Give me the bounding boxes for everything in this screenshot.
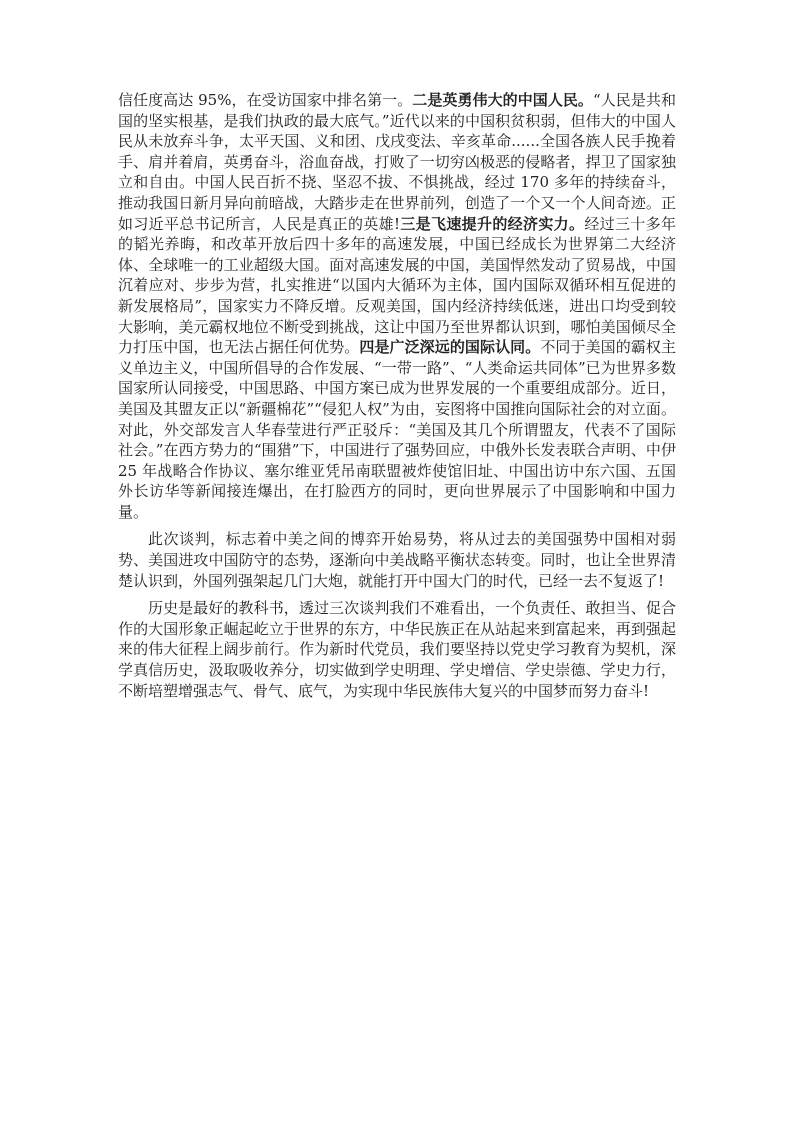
heading-point-4: 四是广泛深远的国际认同。 xyxy=(359,338,541,357)
paragraph-3-text: 历史是最好的教科书，透过三次谈判我们不难看出，一个负责任、敢担当、促合作的大国形象正崛起屹立于世界的东方，中华民族正在从站起来到富起来，再到强起来的伟大征程上阔步前行。作为新时代党员，我们要坚持以党史学习教育为契机，深学真信历史，汲取吸收养分，切实做到学史明理、学史增信、学史崇德、学史力行，不断培塑增强志气、骨气、底气，为实现中华民族伟大复兴的中国梦而努力奋斗! xyxy=(118,599,676,700)
paragraph-1-text: 经过三十多年的韬光养晦，和改革开放后四十多年的高速发展，中国已经成长为世界第二大经济体、全球唯一的工业超级大国。面对高速发展的中国，美国悍然发动了贸易战，中国沉着应对、步步为营，扎实推进“以国内大循环为主体，国内国际双循环相互促进的新发展格局”，国家实力不降反增。反观美国，国内经济持续低迷，进出口均受到较大影响，美元霸权地位不断受到挑战，这让中国乃至世界都认识到，哪怕美国倾尽全力打压中国，也无法占据任何优势。 xyxy=(118,214,676,357)
heading-point-3: 三是飞速提升的经济实力。 xyxy=(400,214,585,233)
paragraph-3 xyxy=(118,598,676,701)
paragraph-2 xyxy=(118,529,676,591)
paragraph-1-text: “人民是共和国的坚实根基，是我们执政的最大底气。”近代以来的中国积贫积弱，但伟大的中国人民从未放弃斗争，太平天国、义和团、戊戌变法、辛亥革命......全国各族人民手挽着手、肩并着肩，英勇奋斗，浴血奋战，打败了一切穷凶极恶的侵略者，捍卫了国家独立和自由。中国人民百折不挠、坚忍不拔、不惧挑战，经过 170 多年的持续奋斗，推动我国日新月异向前暗战，大踏步走在世界前列，创造了一个又一个人间奇迹。正如习近平总书记所言，人民是真正的英雄! xyxy=(118,91,676,233)
heading-point-2: 二是英勇伟大的中国人民。 xyxy=(412,91,593,109)
paragraph-1-text: 不同于美国的霸权主义单边主义，中国所倡导的合作发展、“一带一路”、“人类命运共同体”已为世界多数国家所认同接受，中国思路、中国方案已成为世界发展的一个重要组成部分。近日，美国及其盟友正以“新疆棉花”“侵犯人权”为由，妄图将中国推向国际社会的对立面。对此，外交部发言人华春莹进行严正驳斥：“美国及其几个所谓盟友，代表不了国际社会。”在西方势力的“围猎”下，中国进行了强势回应，中俄外长发表联合声明、中伊 25 年战略合作协议、塞尔维亚凭吊南联盟被炸使馆旧址、中国出访中东六国、五国外长访华等新闻接连爆出，在打脸西方的同时，更向世界展示了中国影响和中国力量。 xyxy=(118,338,676,521)
paragraph-1-text: 信任度高达 95%，在受访国家中排名第一。 xyxy=(118,91,413,109)
document-body xyxy=(118,90,676,708)
paragraph-1 xyxy=(118,90,676,522)
paragraph-2-text: 此次谈判，标志着中美之间的博弈开始易势，将从过去的美国强势中国相对弱势、美国进攻中国防守的态势，逐渐向中美战略平衡状态转变。同时，也让全世界清楚认识到，外国列强架起几门大炮，就能打开中国大门的时代，已经一去不复返了! xyxy=(118,530,676,590)
